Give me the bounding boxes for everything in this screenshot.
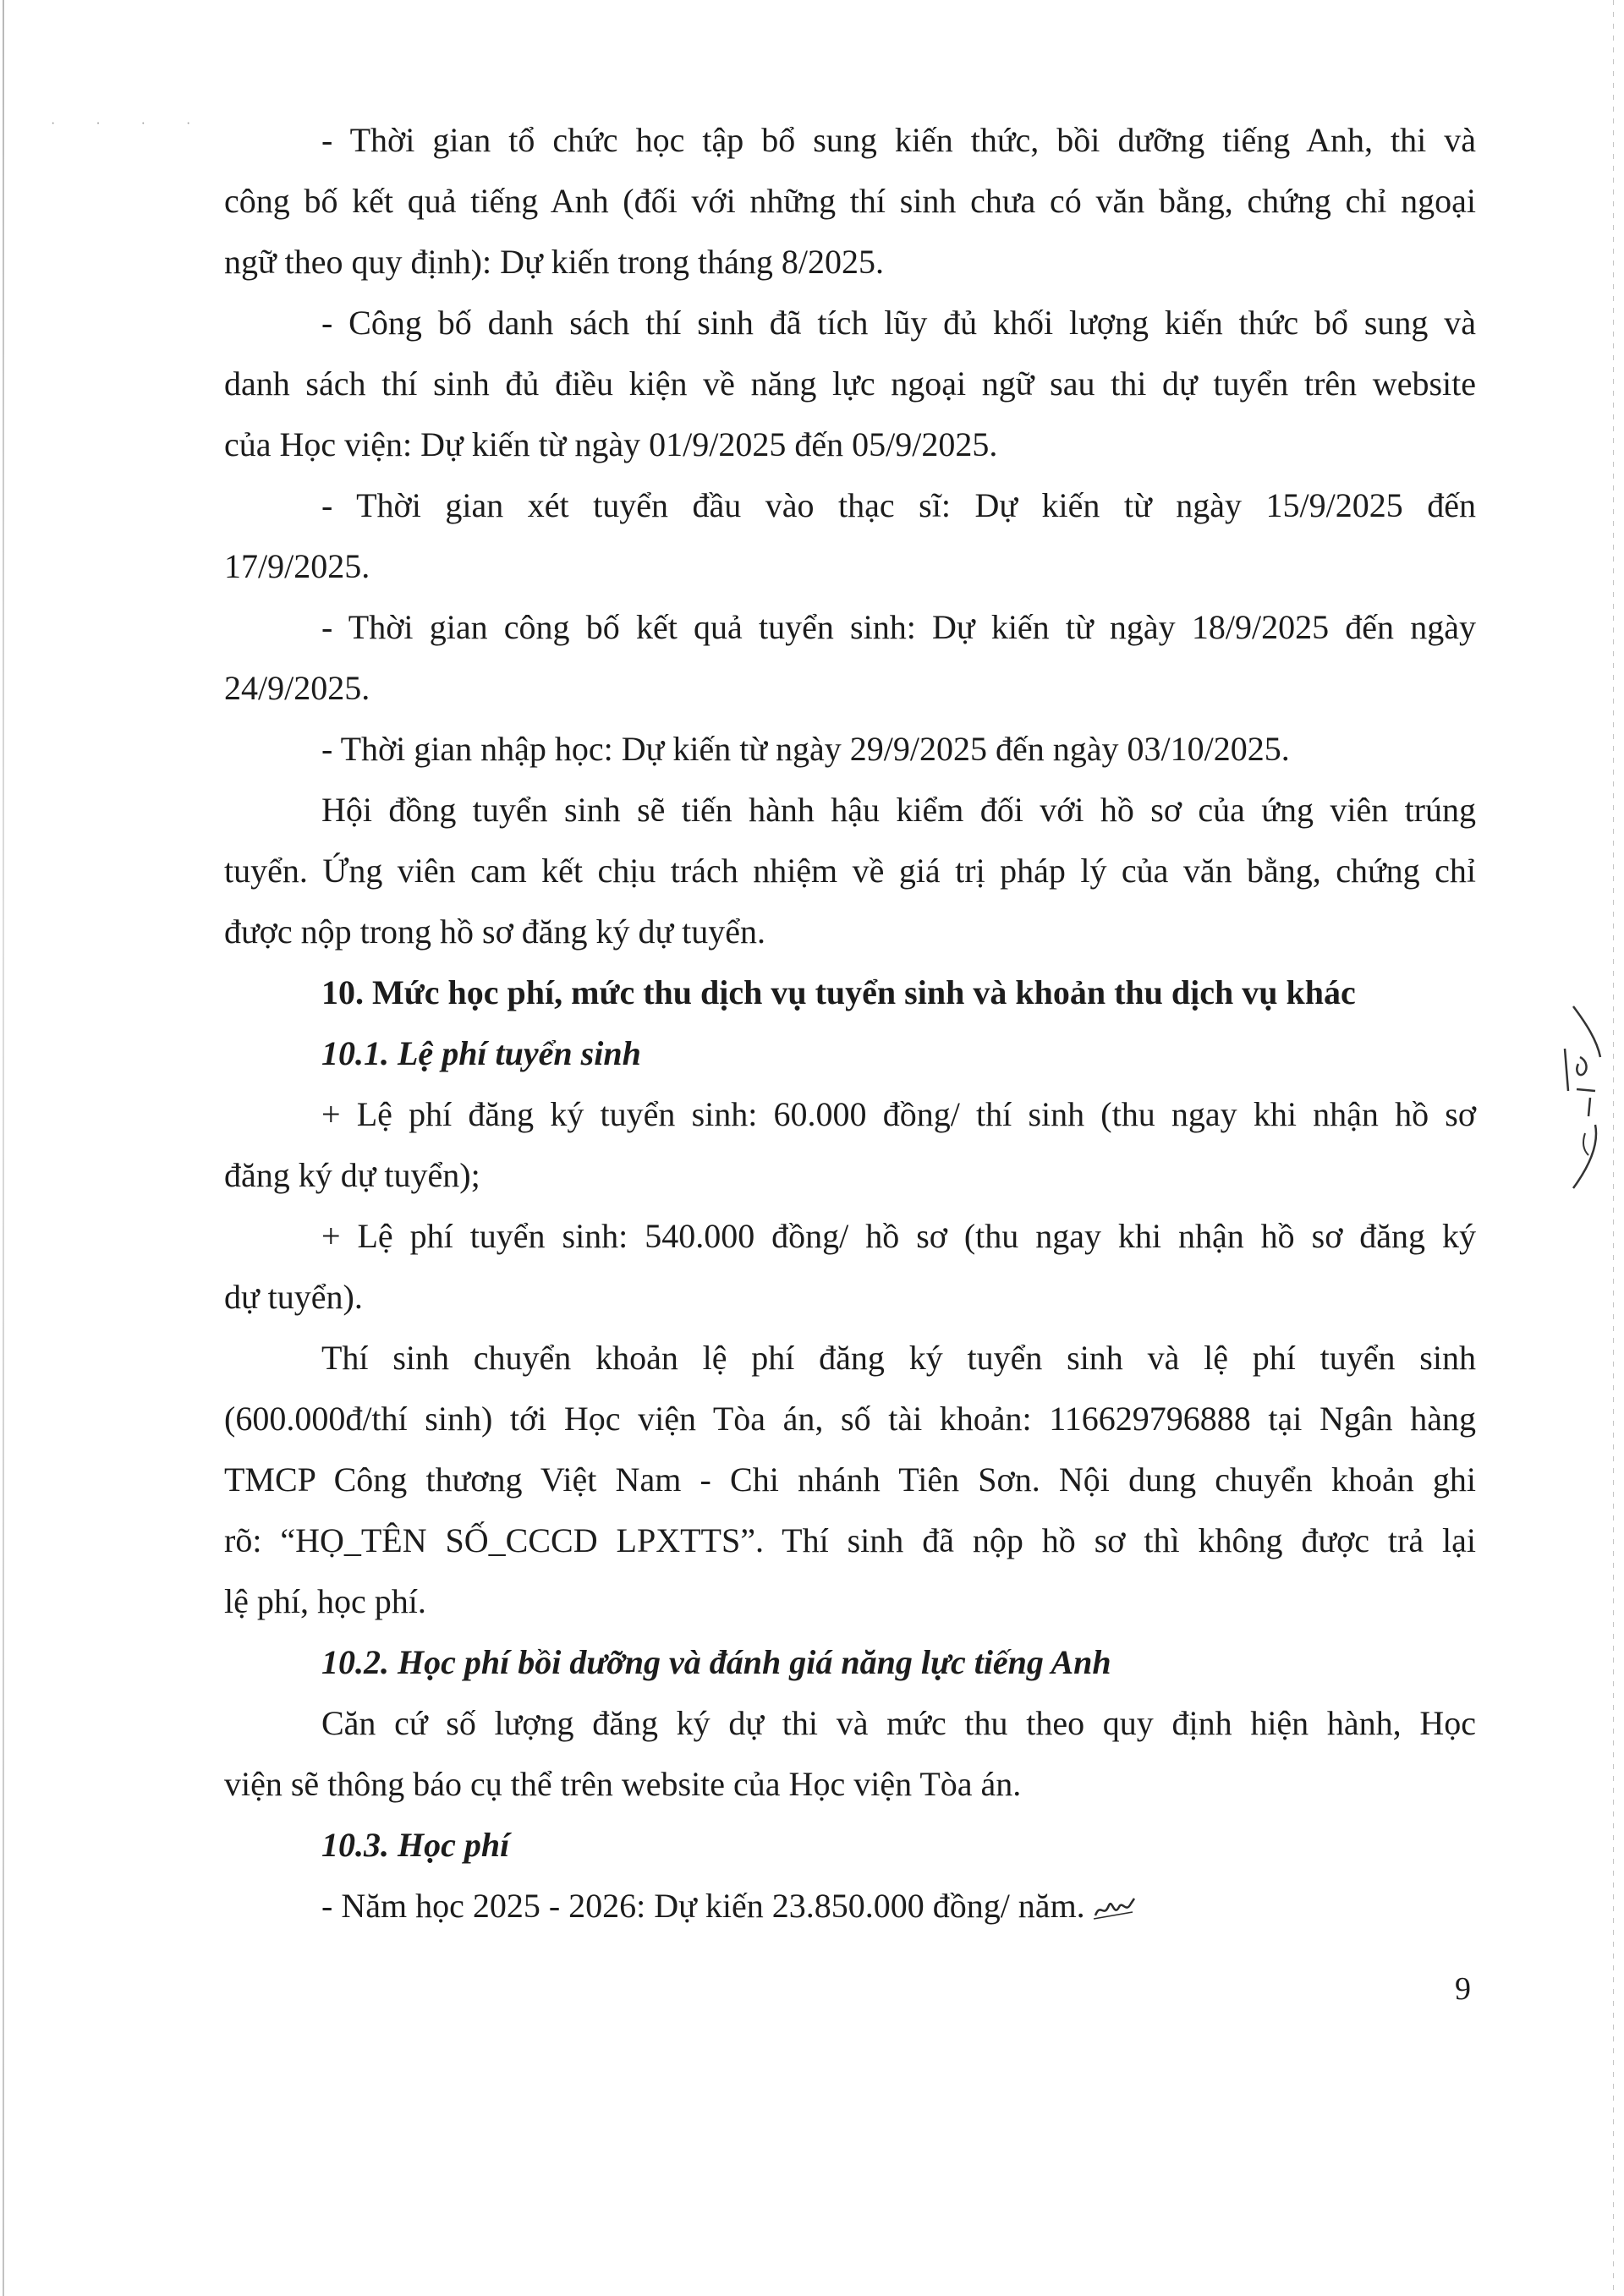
paragraph-line: viện sẽ thông báo cụ thể trên website của Học viện Tòa án. (224, 1765, 1022, 1803)
paragraph-line: dự tuyển). (224, 1278, 363, 1316)
paragraph-line: được nộp trong hồ sơ đăng ký dự tuyển. (224, 912, 766, 951)
paragraph-line: - Thời gian tổ chức học tập bổ sung kiến thức, bồi dưỡng tiếng Anh, thi và (321, 121, 1476, 159)
paragraph-line: 24/9/2025. (224, 669, 370, 707)
paragraph-line: - Thời gian xét tuyển đầu vào thạc sĩ: Dự kiến từ ngày 15/9/2025 đến (321, 486, 1476, 524)
paragraph-line: rõ: “HỌ_TÊN SỐ_CCCD LPXTTS”. Thí sinh đã nộp hồ sơ thì không được trả lại (224, 1521, 1476, 1559)
paragraph-line: + Lệ phí tuyển sinh: 540.000 đồng/ hồ sơ (thu ngay khi nhận hồ sơ đăng ký (321, 1217, 1476, 1255)
subsection-heading: 10.3. Học phí (321, 1826, 510, 1864)
paragraph-line: tuyển. Ứng viên cam kết chịu trách nhiệm về giá trị pháp lý của văn bằng, chứng chỉ (224, 852, 1476, 890)
paragraph-line: - Thời gian công bố kết quả tuyển sinh: Dự kiến từ ngày 18/9/2025 đến ngày (321, 608, 1476, 646)
subsection-heading: 10.2. Học phí bồi dưỡng và đánh giá năng lực tiếng Anh (321, 1643, 1111, 1681)
margin-stamp-fragment (1539, 998, 1616, 1201)
initials-mark (1092, 1881, 1138, 1910)
paragraph-line: - Công bố danh sách thí sinh đã tích lũy đủ khối lượng kiến thức bổ sung và (321, 304, 1476, 342)
paragraph-line: (600.000đ/thí sinh) tới Học viện Tòa án, số tài khoản: 116629796888 tại Ngân hàng (224, 1400, 1476, 1438)
scan-left-edge (3, 0, 4, 2296)
final-line-text: - Năm học 2025 - 2026: Dự kiến 23.850.000 đồng/ năm. (321, 1887, 1085, 1925)
paragraph-line: Hội đồng tuyển sinh sẽ tiến hành hậu kiểm đối với hồ sơ của ứng viên trúng (321, 791, 1476, 829)
section-heading: 10. Mức học phí, mức thu dịch vụ tuyển sinh và khoản thu dịch vụ khác (321, 973, 1356, 1011)
paragraph-line: ngữ theo quy định): Dự kiến trong tháng 8/2025. (224, 243, 884, 281)
paragraph-line: đăng ký dự tuyển); (224, 1156, 480, 1194)
scan-specks: · · · · (51, 117, 210, 131)
page-number: 9 (1455, 1971, 1471, 2007)
document-body (224, 110, 1476, 1937)
subsection-heading: 10.1. Lệ phí tuyển sinh (321, 1034, 641, 1072)
paragraph-line: Thí sinh chuyển khoản lệ phí đăng ký tuyển sinh và lệ phí tuyển sinh (321, 1339, 1476, 1377)
paragraph-line: - Thời gian nhập học: Dự kiến từ ngày 29/9/2025 đến ngày 03/10/2025. (321, 730, 1290, 768)
paragraph-line: của Học viện: Dự kiến từ ngày 01/9/2025 đến 05/9/2025. (224, 425, 998, 463)
paragraph-line: + Lệ phí đăng ký tuyển sinh: 60.000 đồng/ thí sinh (thu ngay khi nhận hồ sơ (321, 1095, 1476, 1133)
paragraph-line: danh sách thí sinh đủ điều kiện về năng lực ngoại ngữ sau thi dự tuyển trên website (224, 364, 1476, 403)
paragraph-line: TMCP Công thương Việt Nam - Chi nhánh Tiên Sơn. Nội dung chuyển khoản ghi (224, 1460, 1476, 1499)
paragraph-line: Căn cứ số lượng đăng ký dự thi và mức thu theo quy định hiện hành, Học (321, 1704, 1476, 1742)
paragraph-line: 17/9/2025. (224, 547, 370, 585)
paragraph-line: công bố kết quả tiếng Anh (đối với những thí sinh chưa có văn bằng, chứng chỉ ngoại (224, 182, 1476, 220)
paragraph-line-final (224, 1876, 1476, 1937)
paragraph-line: lệ phí, học phí. (224, 1582, 426, 1620)
